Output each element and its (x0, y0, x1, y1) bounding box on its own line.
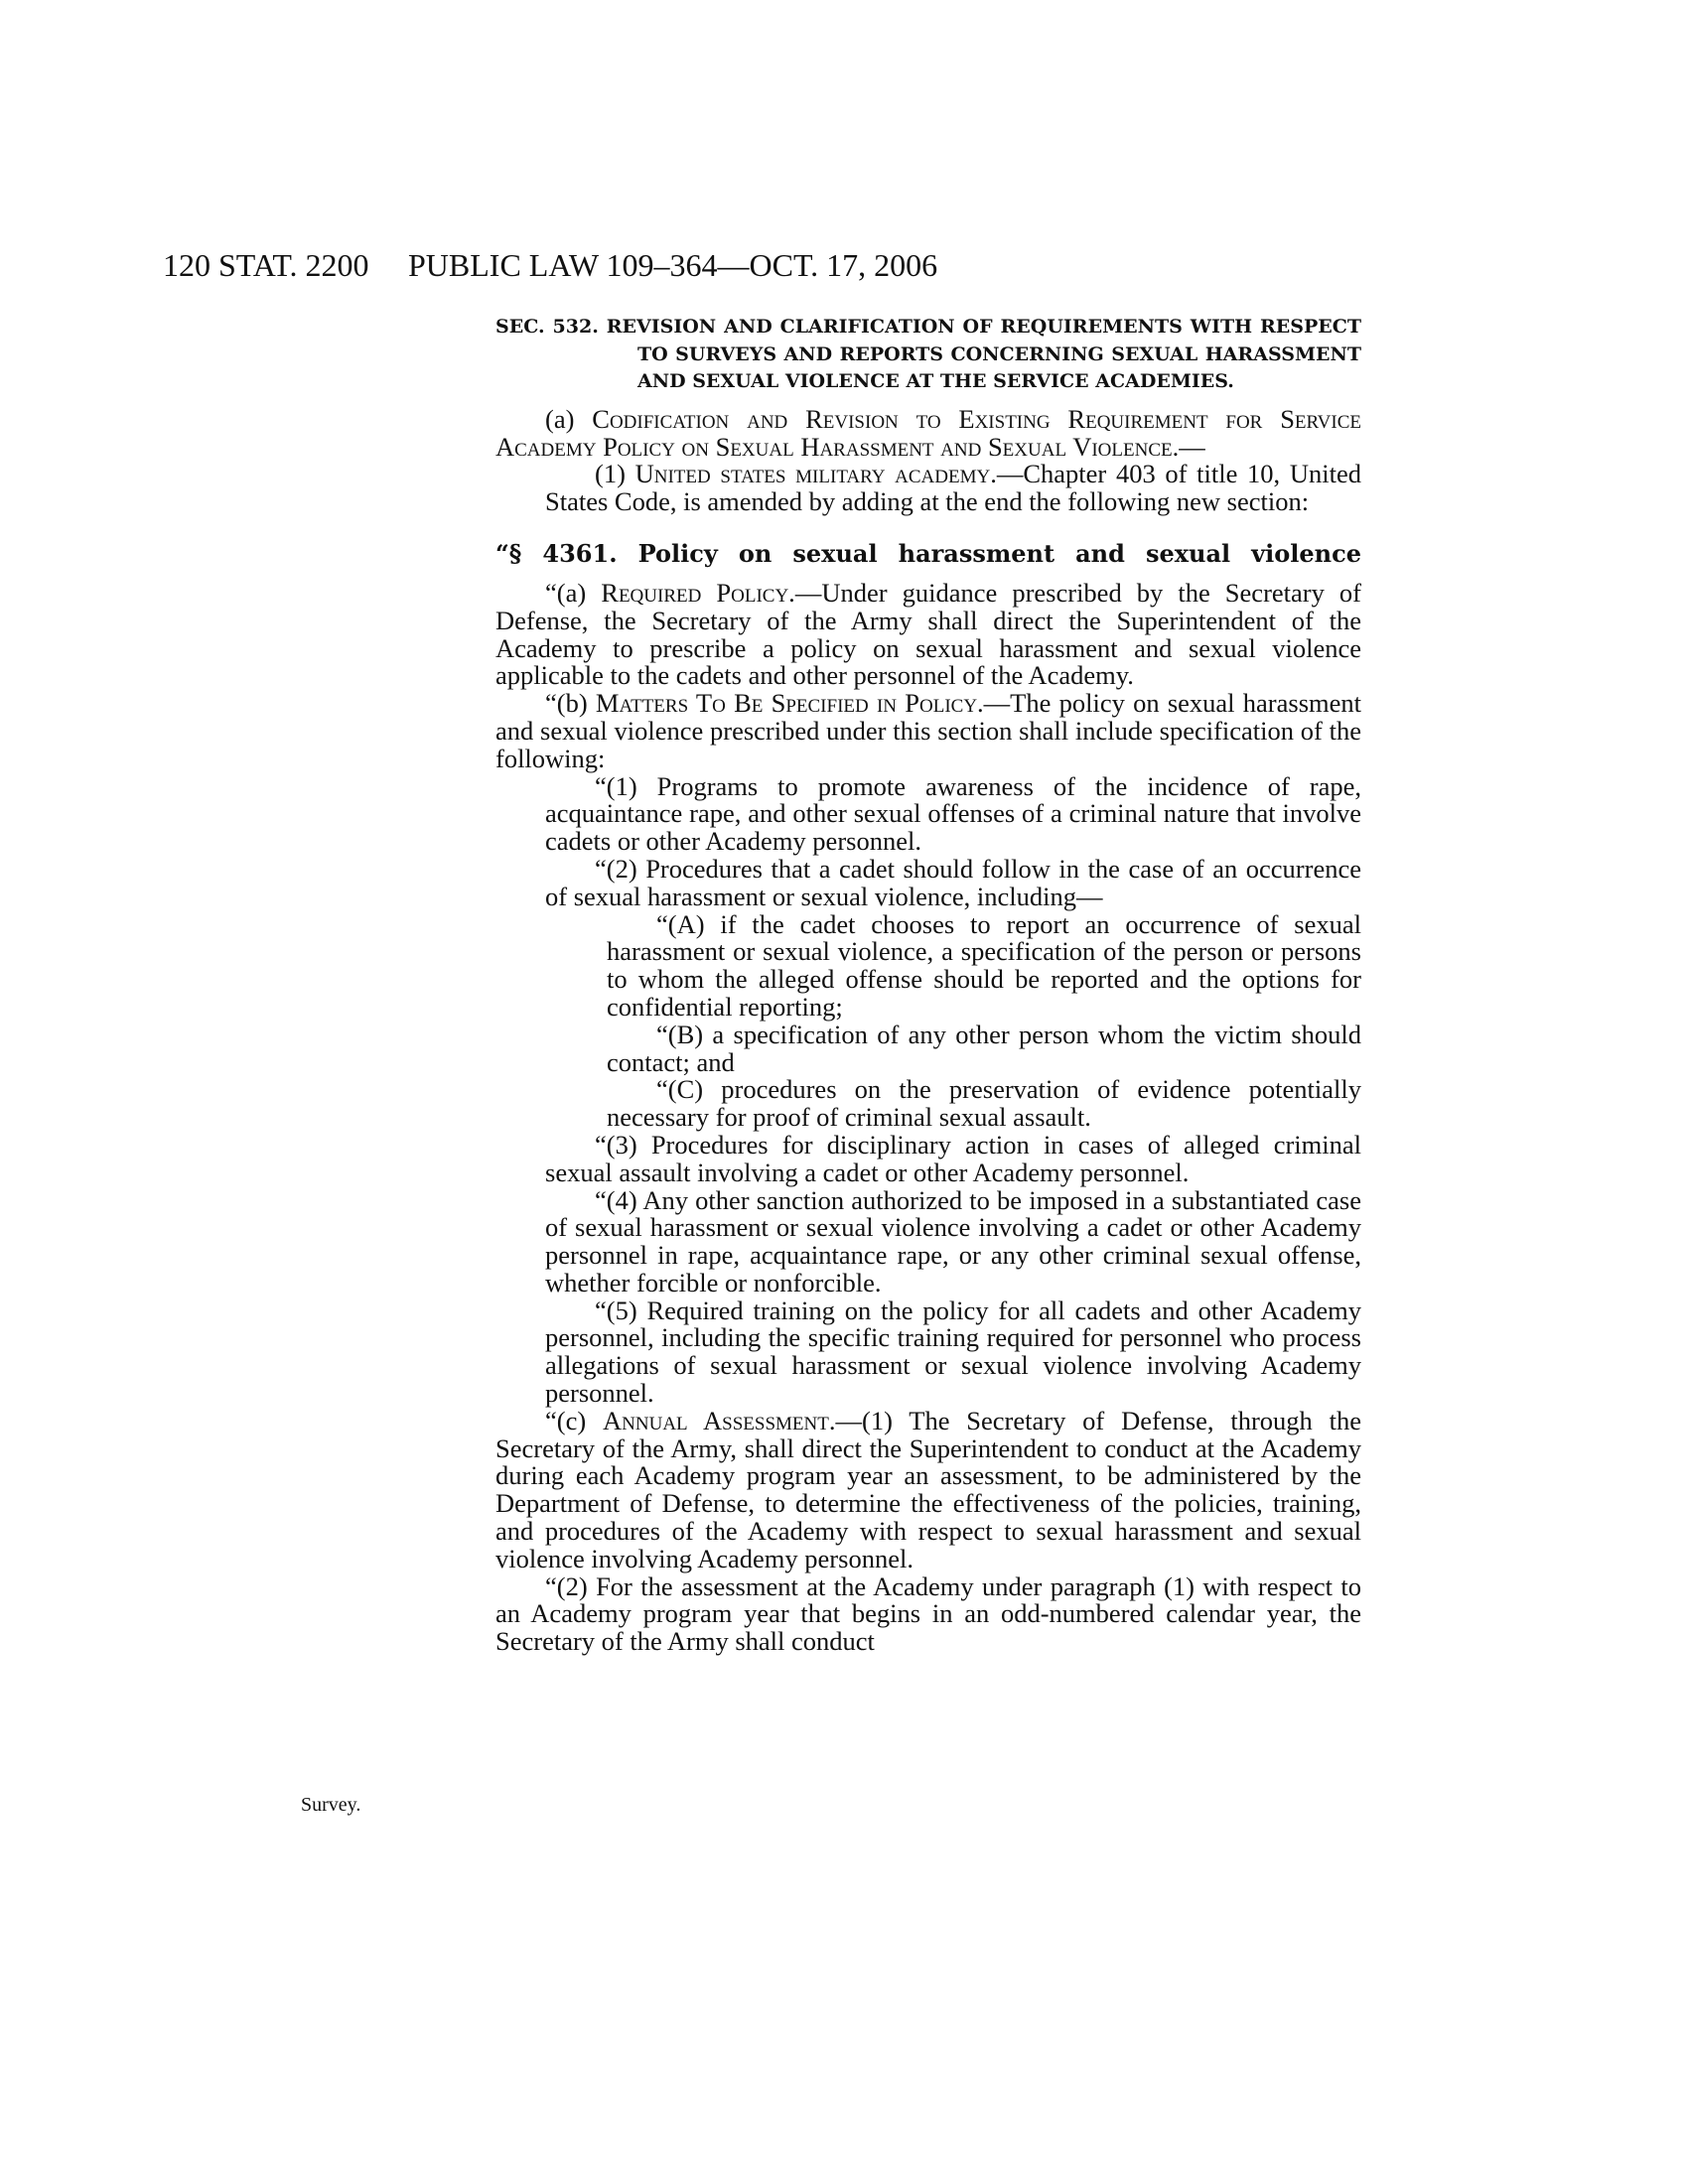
subsection-a (495, 403, 1362, 462)
subsection-a-heading: Codification and Revision to Existing Requirement for Service Academy Policy on Sexual Harassment and Sexual Violence. (495, 403, 1362, 462)
quoted-c-label: “(c) (545, 1405, 587, 1435)
quoted-b-text: —The policy on sexual harassment and sexual violence prescribed under this section shall include specification of the following: (495, 688, 1361, 773)
quoted-subparagraph-a: “(A) if the cadet chooses to report an occurrence of sexual harassment or sexual violence, a specification of the person or persons to whom the alleged offense should be reported and the options for confidential reporting; (607, 908, 1361, 1022)
quoted-paragraph-3: “(3) Procedures for disciplinary action in cases of alleged criminal sexual assault involving a cadet or other Academy personnel. (545, 1129, 1361, 1187)
quoted-paragraph-1: “(1) Programs to promote awareness of the incidence of rape, acquaintance rape, and other sexual offenses of a criminal nature that involve cadets or other Academy personnel. (545, 770, 1361, 857)
quoted-paragraph-2: “(2) Procedures that a cadet should follow in the case of an occurrence of sexual harassment or sexual violence, including— (545, 853, 1361, 911)
quoted-subsection-a (495, 577, 1361, 691)
statute-page-number: 120 STAT. 2200 (163, 247, 369, 283)
quoted-subsection-c-paragraph-2: “(2) For the assessment at the Academy under paragraph (1) with respect to an Academy program year that begins in an odd-numbered calendar year, the Secretary of the Army shall conduct (495, 1570, 1361, 1657)
quoted-c-text: —(1) The Secretary of Defense, through the Secretary of the Army, shall direct the Superintendent to conduct at the Academy during each Academy program year an assessment, to be administered by the Department of Defense, to determine the effectiveness of the policies, training, and procedures of the Academy with respect to sexual harassment and sexual violence involving Academy personnel. (495, 1405, 1361, 1573)
quoted-b-heading: Matters To Be Specified in Policy. (595, 688, 984, 719)
paragraph-a1 (495, 461, 1361, 516)
quoted-a-label: “(a) (545, 577, 587, 608)
quoted-a-text: —Under guidance prescribed by the Secretary of Defense, the Secretary of the Army shall direct the Superintendent of the Academy to prescribe a policy on sexual harassment and sexual violence applicable to the cadets and other personnel of the Academy. (495, 577, 1361, 691)
new-section-heading: “§ 4361. Policy on sexual harassment and sexual violence (495, 538, 1361, 568)
paragraph-a1-label: (1) (595, 459, 626, 489)
quoted-paragraph-5: “(5) Required training on the policy for all cadets and other Academy personnel, including the specific training required for personnel who process allegations of sexual harassment or sexual violence involving Academy personnel. (545, 1295, 1361, 1409)
section-title: REVISION AND CLARIFICATION OF REQUIREMENTS WITH RESPECT TO SURVEYS AND REPORTS CONCERNING SEXUAL HARASSMENT AND SEXUAL VIOLENCE AT THE SERVICE ACADEMIES. (606, 316, 1361, 393)
subsection-a-dash: — (1179, 431, 1205, 462)
margin-note-survey: Survey. (301, 1794, 361, 1816)
public-law-citation: PUBLIC LAW 109–364—OCT. 17, 2006 (408, 247, 938, 283)
subsection-a-label: (a) (545, 403, 575, 434)
quoted-subparagraph-c: “(C) procedures on the preservation of evidence potentially necessary for proof of criminal sexual assault. (607, 1074, 1361, 1133)
quoted-paragraph-4: “(4) Any other sanction authorized to be imposed in a substantiated case of sexual harassment or sexual violence involving a cadet or other Academy personnel in rape, acquaintance rape, or any other criminal sexual offense, whether forcible or nonforcible. (545, 1184, 1361, 1297)
quoted-a-heading: Required Policy. (601, 577, 795, 608)
quoted-b-label: “(b) (545, 688, 588, 719)
quoted-subsection-b (495, 690, 1361, 772)
section-number: SEC. 532. (495, 316, 599, 338)
section-heading (495, 314, 1361, 396)
quoted-subsection-c (495, 1405, 1361, 1573)
quoted-subparagraph-b: “(B) a specification of any other person whom the victim should contact; and (607, 1019, 1361, 1077)
paragraph-a1-text: —Chapter 403 of title 10, United States Code, is amended by adding at the end the following new section: (545, 459, 1362, 517)
quoted-c-heading: Annual Assessment. (603, 1405, 836, 1435)
paragraph-a1-heading: United states military academy. (634, 459, 997, 489)
page-header (163, 245, 1364, 285)
main-text-column (495, 314, 1361, 1656)
